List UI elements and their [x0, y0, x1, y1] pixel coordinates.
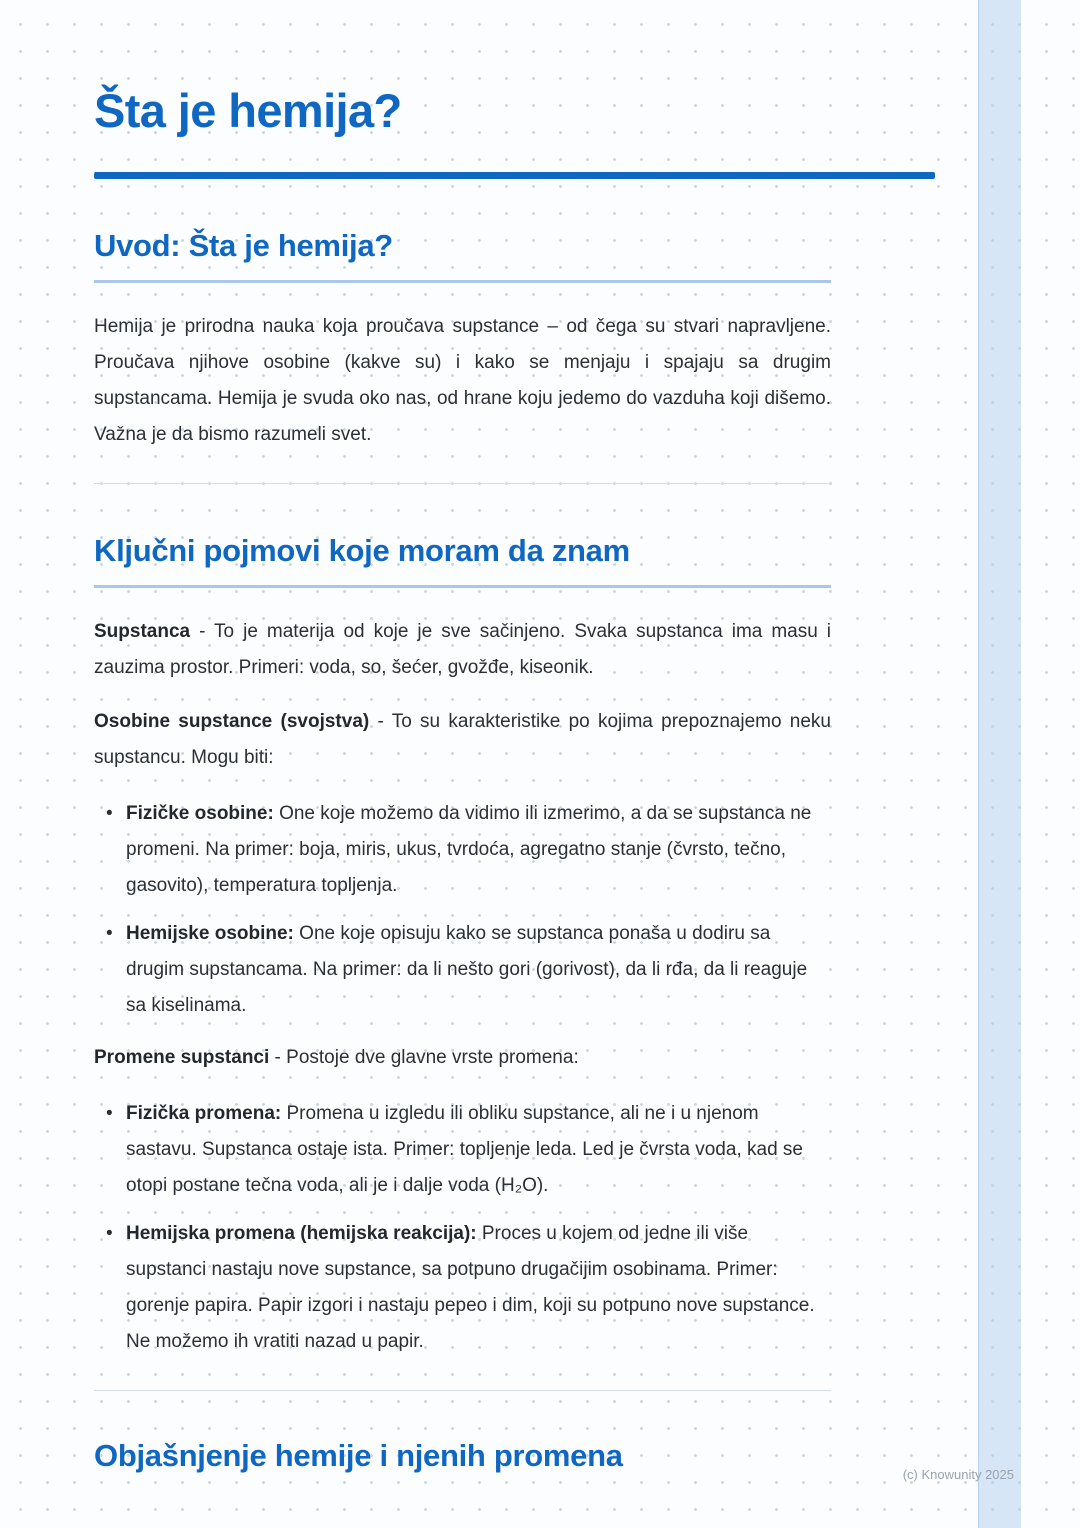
right-accent-stripe — [978, 0, 1021, 1528]
term-osobine-definition: - To su karakteristike po kojima prepoznajemo neku supstancu. Mogu biti: — [94, 711, 831, 769]
list-item-hemijska-promena — [126, 1216, 831, 1360]
section-key-concepts — [94, 532, 831, 1360]
section-heading-kljucni-pojmovi: Ključni pojmovi koje moram da znam — [94, 532, 831, 588]
term-supstanca-lead: Supstanca — [94, 621, 191, 643]
hemijska-promena-lead: Hemijska promena (hemijska reakcija): — [126, 1223, 477, 1245]
list-item-hemijske-osobine — [126, 916, 831, 1024]
term-supstanca-definition: - To je materija od koje je sve sačinjeno. Svaka supstanca ima masu i zauzima prostor. Primeri: voda, so, šećer, gvožđe, kiseonik. — [94, 621, 831, 679]
page-title: Šta je hemija? — [94, 84, 402, 137]
fizicke-osobine-lead: Fizičke osobine: — [126, 803, 274, 825]
hemijske-osobine-lead: Hemijske osobine: — [126, 923, 294, 945]
section-divider — [94, 1390, 831, 1391]
title-rule — [94, 172, 935, 179]
fizicke-osobine-text: One koje možemo da vidimo ili izmerimo, a da se supstanca ne promeni. Na primer: boja, miris, ukus, tvrdoća, agregatno stanje (čvrsto, tečno, gasovito), temperatura topljenja. — [126, 803, 812, 897]
section-divider — [94, 483, 831, 484]
term-supstanca — [94, 614, 831, 686]
osobine-bullet-list — [94, 796, 831, 1024]
term-promene-lead: Promene supstanci — [94, 1047, 270, 1069]
section-heading-uvod: Uvod: Šta je hemija? — [94, 227, 831, 283]
fizicka-promena-lead: Fizička promena: — [126, 1103, 282, 1125]
term-osobine-lead: Osobine supstance (svojstva) — [94, 711, 370, 733]
footer-credit: (c) Knowunity 2025 — [902, 1467, 1014, 1482]
term-promene-definition: - Postoje dve glavne vrste promena: — [269, 1047, 579, 1069]
section-intro — [94, 227, 831, 453]
fizicka-promena-text: Promena u izgledu ili obliku supstance, ali ne i u njenom sastavu. Supstanca ostaje ista. Primer: topljenje leda. Led je čvrsta voda, kad se otopi postane tečna voda, ali je i dalje voda (H₂O). — [126, 1103, 803, 1197]
section-heading-objasnjenje: Objašnjenje hemije i njenih promena — [94, 1438, 623, 1474]
section-explanation — [94, 1437, 831, 1474]
list-item-fizicka-promena — [126, 1096, 831, 1204]
list-item-fizicke-osobine — [126, 796, 831, 904]
document-content — [94, 84, 831, 1475]
hemijske-osobine-text: One koje opisuju kako se supstanca ponaša u dodiru sa drugim supstancama. Na primer: da li nešto gori (gorivost), da li rđa, da li reaguje sa kiselinama. — [126, 923, 808, 1017]
intro-paragraph: Hemija je prirodna nauka koja proučava supstance – od čega su stvari napravljene. Proučava njihove osobine (kakve su) i kako se menjaju i spajaju sa drugim supstancama. Hemija je svuda oko nas, od hrane koju jedemo do vazduha koji dišemo. Važna je da bismo razumeli svet. — [94, 316, 831, 446]
term-osobine — [94, 704, 831, 776]
term-promene — [94, 1040, 831, 1076]
promene-bullet-list — [94, 1096, 831, 1360]
hemijska-promena-text: Proces u kojem od jedne ili više supstanci nastaju nove supstance, sa potpuno drugačijim osobinama. Primer: gorenje papira. Papir izgori i nastaju pepeo i dim, koji su potpuno nove supstance. Ne možemo ih vratiti nazad u papir. — [126, 1223, 815, 1353]
